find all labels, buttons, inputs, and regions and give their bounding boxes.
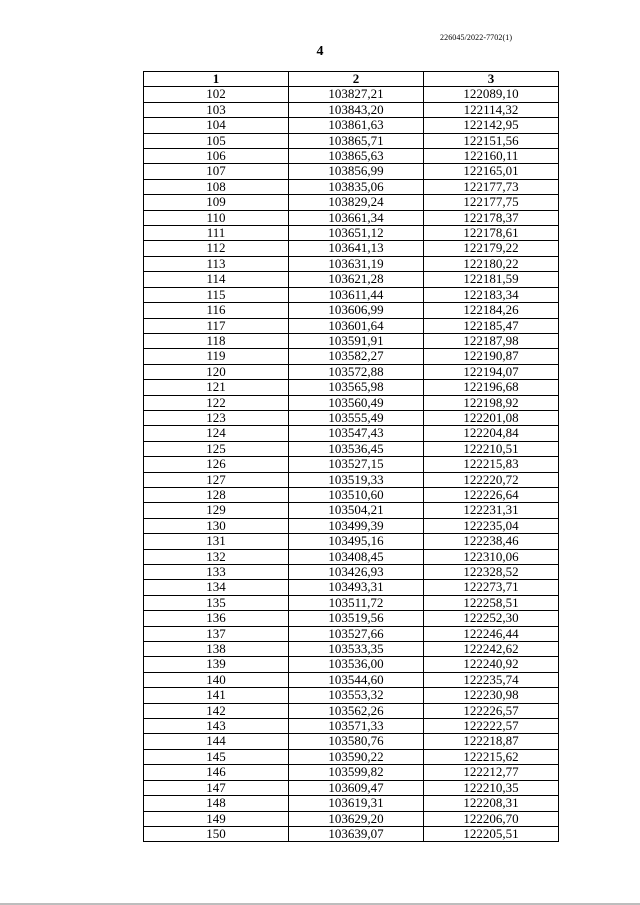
table-row [144, 580, 559, 595]
table-row [144, 688, 559, 703]
table-row [144, 210, 559, 225]
column-header-point: 1 [144, 72, 289, 87]
table-row [144, 272, 559, 287]
point-number-cell: 109 [144, 195, 289, 210]
table-row [144, 703, 559, 718]
y-coordinate-cell: 122187,98 [424, 333, 559, 348]
y-coordinate-cell: 122185,47 [424, 318, 559, 333]
point-number-cell: 112 [144, 241, 289, 256]
table-row [144, 441, 559, 456]
x-coordinate-cell: 103571,33 [289, 719, 424, 734]
point-number-cell: 134 [144, 580, 289, 595]
x-coordinate-cell: 103510,60 [289, 487, 424, 502]
x-coordinate-cell: 103861,63 [289, 118, 424, 133]
y-coordinate-cell: 122181,59 [424, 272, 559, 287]
point-number-cell: 147 [144, 780, 289, 795]
point-number-cell: 133 [144, 565, 289, 580]
point-number-cell: 136 [144, 611, 289, 626]
x-coordinate-cell: 103621,28 [289, 272, 424, 287]
y-coordinate-cell: 122160,11 [424, 149, 559, 164]
y-coordinate-cell: 122177,75 [424, 195, 559, 210]
x-coordinate-cell: 103493,31 [289, 580, 424, 595]
point-number-cell: 129 [144, 503, 289, 518]
x-coordinate-cell: 103631,19 [289, 256, 424, 271]
x-coordinate-cell: 103590,22 [289, 749, 424, 764]
point-number-cell: 121 [144, 380, 289, 395]
y-coordinate-cell: 122089,10 [424, 87, 559, 102]
y-coordinate-cell: 122206,70 [424, 811, 559, 826]
point-number-cell: 123 [144, 410, 289, 425]
y-coordinate-cell: 122194,07 [424, 364, 559, 379]
point-number-cell: 104 [144, 118, 289, 133]
table-row [144, 657, 559, 672]
x-coordinate-cell: 103606,99 [289, 303, 424, 318]
y-coordinate-cell: 122226,64 [424, 487, 559, 502]
point-number-cell: 141 [144, 688, 289, 703]
y-coordinate-cell: 122242,62 [424, 642, 559, 657]
table-row [144, 149, 559, 164]
y-coordinate-cell: 122179,22 [424, 241, 559, 256]
table-row [144, 395, 559, 410]
point-number-cell: 125 [144, 441, 289, 456]
point-number-cell: 149 [144, 811, 289, 826]
point-number-cell: 143 [144, 719, 289, 734]
x-coordinate-cell: 103582,27 [289, 349, 424, 364]
x-coordinate-cell: 103495,16 [289, 534, 424, 549]
point-number-cell: 137 [144, 626, 289, 641]
table-row [144, 195, 559, 210]
document-registration-number: 226045/2022-7702(1) [440, 33, 513, 42]
table-row [144, 796, 559, 811]
point-number-cell: 106 [144, 149, 289, 164]
y-coordinate-cell: 122212,77 [424, 765, 559, 780]
x-coordinate-cell: 103533,35 [289, 642, 424, 657]
y-coordinate-cell: 122151,56 [424, 133, 559, 148]
column-header-y: 3 [424, 72, 559, 87]
point-number-cell: 120 [144, 364, 289, 379]
point-number-cell: 124 [144, 426, 289, 441]
point-number-cell: 111 [144, 226, 289, 241]
x-coordinate-cell: 103511,72 [289, 595, 424, 610]
table-row [144, 734, 559, 749]
point-number-cell: 150 [144, 826, 289, 841]
y-coordinate-cell: 122231,31 [424, 503, 559, 518]
x-coordinate-cell: 103536,00 [289, 657, 424, 672]
y-coordinate-cell: 122238,46 [424, 534, 559, 549]
x-coordinate-cell: 103829,24 [289, 195, 424, 210]
table-row [144, 118, 559, 133]
table-row [144, 133, 559, 148]
x-coordinate-cell: 103560,49 [289, 395, 424, 410]
x-coordinate-cell: 103856,99 [289, 164, 424, 179]
point-number-cell: 103 [144, 102, 289, 117]
x-coordinate-cell: 103591,91 [289, 333, 424, 348]
point-number-cell: 115 [144, 287, 289, 302]
x-coordinate-cell: 103519,56 [289, 611, 424, 626]
y-coordinate-cell: 122310,06 [424, 549, 559, 564]
point-number-cell: 108 [144, 179, 289, 194]
point-number-cell: 113 [144, 256, 289, 271]
y-coordinate-cell: 122165,01 [424, 164, 559, 179]
x-coordinate-cell: 103611,44 [289, 287, 424, 302]
table-row [144, 503, 559, 518]
x-coordinate-cell: 103827,21 [289, 87, 424, 102]
point-number-cell: 110 [144, 210, 289, 225]
table-row [144, 780, 559, 795]
table-row [144, 164, 559, 179]
point-number-cell: 138 [144, 642, 289, 657]
y-coordinate-cell: 122252,30 [424, 611, 559, 626]
table-row [144, 318, 559, 333]
y-coordinate-cell: 122215,83 [424, 457, 559, 472]
x-coordinate-cell: 103555,49 [289, 410, 424, 425]
table-row [144, 534, 559, 549]
y-coordinate-cell: 122184,26 [424, 303, 559, 318]
y-coordinate-cell: 122114,32 [424, 102, 559, 117]
y-coordinate-cell: 122222,57 [424, 719, 559, 734]
x-coordinate-cell: 103544,60 [289, 672, 424, 687]
point-number-cell: 117 [144, 318, 289, 333]
y-coordinate-cell: 122273,71 [424, 580, 559, 595]
y-coordinate-cell: 122328,52 [424, 565, 559, 580]
x-coordinate-cell: 103547,43 [289, 426, 424, 441]
x-coordinate-cell: 103426,93 [289, 565, 424, 580]
y-coordinate-cell: 122142,95 [424, 118, 559, 133]
x-coordinate-cell: 103865,71 [289, 133, 424, 148]
point-number-cell: 132 [144, 549, 289, 564]
table-row [144, 179, 559, 194]
point-number-cell: 142 [144, 703, 289, 718]
y-coordinate-cell: 122190,87 [424, 349, 559, 364]
x-coordinate-cell: 103843,20 [289, 102, 424, 117]
y-coordinate-cell: 122204,84 [424, 426, 559, 441]
x-coordinate-cell: 103519,33 [289, 472, 424, 487]
table-row [144, 487, 559, 502]
x-coordinate-cell: 103504,21 [289, 503, 424, 518]
x-coordinate-cell: 103629,20 [289, 811, 424, 826]
y-coordinate-cell: 122178,37 [424, 210, 559, 225]
x-coordinate-cell: 103835,06 [289, 179, 424, 194]
x-coordinate-cell: 103609,47 [289, 780, 424, 795]
point-number-cell: 139 [144, 657, 289, 672]
point-number-cell: 119 [144, 349, 289, 364]
x-coordinate-cell: 103553,32 [289, 688, 424, 703]
point-number-cell: 130 [144, 518, 289, 533]
x-coordinate-cell: 103527,66 [289, 626, 424, 641]
table-row [144, 426, 559, 441]
table-row [144, 87, 559, 102]
x-coordinate-cell: 103408,45 [289, 549, 424, 564]
table-row [144, 811, 559, 826]
y-coordinate-cell: 122177,73 [424, 179, 559, 194]
table-row [144, 241, 559, 256]
table-row [144, 380, 559, 395]
y-coordinate-cell: 122198,92 [424, 395, 559, 410]
point-number-cell: 122 [144, 395, 289, 410]
y-coordinate-cell: 122210,35 [424, 780, 559, 795]
table-row [144, 626, 559, 641]
x-coordinate-cell: 103536,45 [289, 441, 424, 456]
point-number-cell: 127 [144, 472, 289, 487]
point-number-cell: 102 [144, 87, 289, 102]
table-row [144, 472, 559, 487]
x-coordinate-cell: 103639,07 [289, 826, 424, 841]
point-number-cell: 105 [144, 133, 289, 148]
point-number-cell: 140 [144, 672, 289, 687]
table-row [144, 595, 559, 610]
table-row [144, 102, 559, 117]
table-row [144, 719, 559, 734]
y-coordinate-cell: 122218,87 [424, 734, 559, 749]
coordinates-table [143, 71, 559, 842]
x-coordinate-cell: 103661,34 [289, 210, 424, 225]
x-coordinate-cell: 103527,15 [289, 457, 424, 472]
table-row [144, 364, 559, 379]
y-coordinate-cell: 122235,74 [424, 672, 559, 687]
point-number-cell: 128 [144, 487, 289, 502]
table-row [144, 611, 559, 626]
y-coordinate-cell: 122240,92 [424, 657, 559, 672]
table-row [144, 518, 559, 533]
y-coordinate-cell: 122178,61 [424, 226, 559, 241]
y-coordinate-cell: 122230,98 [424, 688, 559, 703]
table-row [144, 303, 559, 318]
y-coordinate-cell: 122208,31 [424, 796, 559, 811]
page-number: 4 [316, 44, 324, 59]
y-coordinate-cell: 122246,44 [424, 626, 559, 641]
x-coordinate-cell: 103565,98 [289, 380, 424, 395]
x-coordinate-cell: 103601,64 [289, 318, 424, 333]
table-row [144, 672, 559, 687]
x-coordinate-cell: 103572,88 [289, 364, 424, 379]
point-number-cell: 144 [144, 734, 289, 749]
x-coordinate-cell: 103562,26 [289, 703, 424, 718]
point-number-cell: 145 [144, 749, 289, 764]
point-number-cell: 107 [144, 164, 289, 179]
y-coordinate-cell: 122201,08 [424, 410, 559, 425]
y-coordinate-cell: 122220,72 [424, 472, 559, 487]
x-coordinate-cell: 103599,82 [289, 765, 424, 780]
point-number-cell: 148 [144, 796, 289, 811]
table-row [144, 349, 559, 364]
table-row [144, 549, 559, 564]
x-coordinate-cell: 103865,63 [289, 149, 424, 164]
table-row [144, 333, 559, 348]
column-header-x: 2 [289, 72, 424, 87]
x-coordinate-cell: 103651,12 [289, 226, 424, 241]
y-coordinate-cell: 122210,51 [424, 441, 559, 456]
y-coordinate-cell: 122180,22 [424, 256, 559, 271]
y-coordinate-cell: 122183,34 [424, 287, 559, 302]
table-row [144, 410, 559, 425]
x-coordinate-cell: 103580,76 [289, 734, 424, 749]
point-number-cell: 131 [144, 534, 289, 549]
x-coordinate-cell: 103619,31 [289, 796, 424, 811]
x-coordinate-cell: 103641,13 [289, 241, 424, 256]
point-number-cell: 126 [144, 457, 289, 472]
table-row [144, 642, 559, 657]
point-number-cell: 116 [144, 303, 289, 318]
table-row [144, 826, 559, 841]
table-row [144, 765, 559, 780]
y-coordinate-cell: 122258,51 [424, 595, 559, 610]
y-coordinate-cell: 122226,57 [424, 703, 559, 718]
table-row [144, 457, 559, 472]
point-number-cell: 114 [144, 272, 289, 287]
table-row [144, 287, 559, 302]
table-row [144, 749, 559, 764]
point-number-cell: 118 [144, 333, 289, 348]
y-coordinate-cell: 122235,04 [424, 518, 559, 533]
point-number-cell: 135 [144, 595, 289, 610]
x-coordinate-cell: 103499,39 [289, 518, 424, 533]
table-row [144, 565, 559, 580]
y-coordinate-cell: 122215,62 [424, 749, 559, 764]
table-row [144, 256, 559, 271]
table-header-row [144, 72, 559, 87]
point-number-cell: 146 [144, 765, 289, 780]
y-coordinate-cell: 122196,68 [424, 380, 559, 395]
table-row [144, 226, 559, 241]
y-coordinate-cell: 122205,51 [424, 826, 559, 841]
